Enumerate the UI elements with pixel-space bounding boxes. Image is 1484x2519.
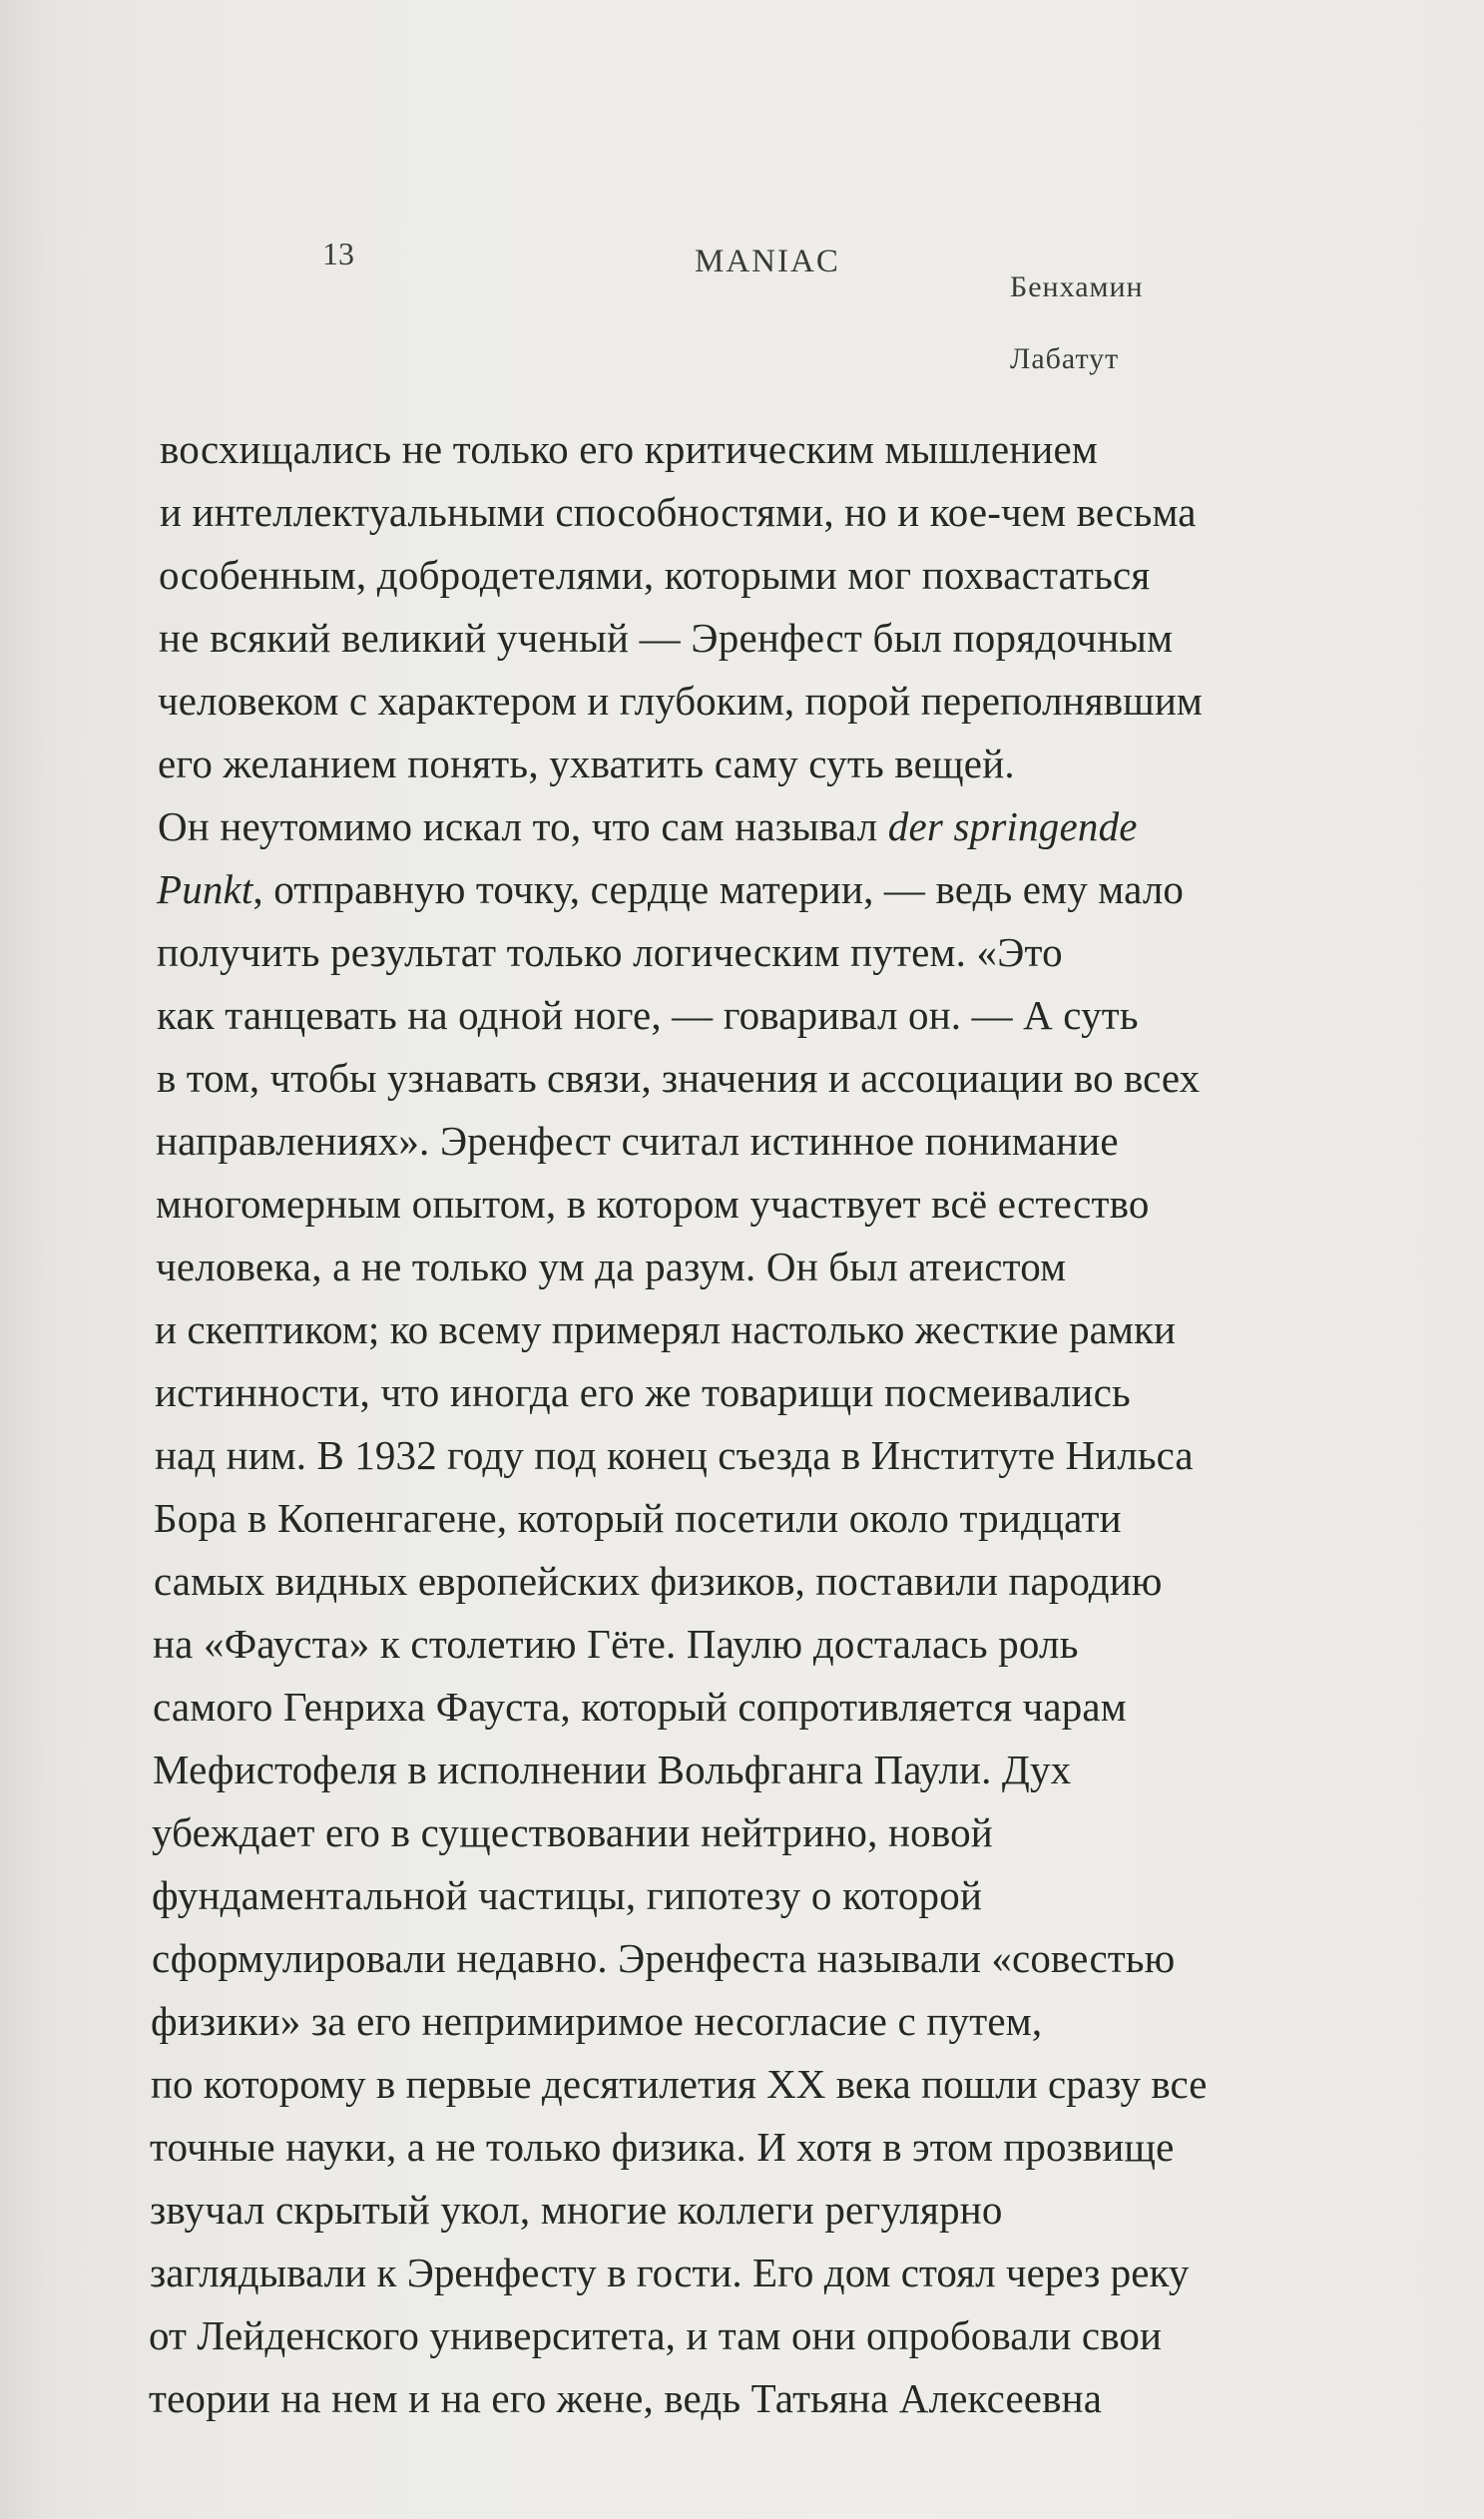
text-line: многомерным опытом, в котором участвует всё естество [156,1181,1150,1227]
text-line: теории на нем и на его жене, ведь Татьяна Алексеевна [149,2375,1103,2421]
text-line: по которому в первые десятилетия XX века пошли сразу все [151,2061,1208,2107]
text-line: на «Фауста» к столетию Гёте. Паулю досталась роль [153,1621,1079,1667]
text-line: истинности, что иногда его же товарищи посмеивались [155,1369,1131,1415]
text-line: его желанием понять, ухватить саму суть вещей. [158,741,1015,786]
text-line: от Лейденского университета, и там они опробовали свои [149,2312,1163,2358]
author-first-name: Бенхамин [1010,270,1144,303]
text-line: особенным, добродетелями, которыми мог похвастаться [159,552,1151,598]
text-line: человеком с характером и глубоким, порой переполнявшим [158,678,1203,724]
text-line: восхищались не только его критическим мышлением [160,426,1099,472]
text-line: самых видных европейских физиков, поставили пародию [154,1558,1163,1604]
text-line [158,801,1138,851]
book-title: MANIAC [695,244,840,279]
text-line: в том, чтобы узнавать связи, значения и ассоциации во всех [157,1055,1201,1101]
text-line: не всякий великий ученый — Эренфест был порядочным [159,615,1174,661]
text-line: как танцевать на одной ноге, — говаривал он. — А суть [157,992,1139,1038]
text-line: фундаментальной частицы, гипотезу о которой [152,1872,983,1918]
text-line: звучал скрытый укол, многие коллеги регулярно [150,2187,1003,2233]
text-line: убеждает его в существовании нейтрино, новой [152,1809,993,1855]
text-line: самого Генриха Фауста, который сопротивляется чарам [153,1684,1127,1730]
text-line: физики» за его непримиримое несогласие с путем, [151,1998,1043,2044]
text-line: человека, а не только ум да разум. Он был атеистом [156,1244,1067,1289]
text-line: заглядывали к Эренфесту в гости. Его дом стоял через реку [150,2250,1190,2295]
text-line: направлениях». Эренфест считал истинное понимание [156,1118,1119,1164]
running-head [0,228,1484,375]
text-line: точные науки, а не только физика. И хотя в этом прозвище [150,2124,1175,2170]
author-name [1010,252,1230,395]
text-segment: , отправную точку, сердце материи, — ведь ему мало [252,866,1185,912]
italic-phrase: der springende [887,803,1138,849]
author-last-name: Лабатут [1010,342,1120,375]
text-line: Бора в Копенгагене, который посетили около тридцати [154,1495,1122,1541]
text-line [157,864,1184,914]
page-number: 13 [322,236,354,271]
text-line: Мефистофеля в исполнении Вольфганга Паули. Дух [153,1747,1072,1792]
text-line: получить результат только логическим путем. «Это [157,929,1063,975]
text-line: над ним. В 1932 году под конец съезда в Институте Нильса [155,1432,1194,1478]
italic-phrase: Punkt [157,866,253,912]
text-line: и скептиком; ко всему примерял настолько жесткие рамки [155,1306,1177,1352]
text-line: и интеллектуальными способностями, но и кое-чем весьма [160,489,1197,535]
text-line: сформулировали недавно. Эренфеста называли «совестью [152,1935,1176,1981]
text-segment: Он неутомимо искал то, что сам называл [158,803,878,849]
